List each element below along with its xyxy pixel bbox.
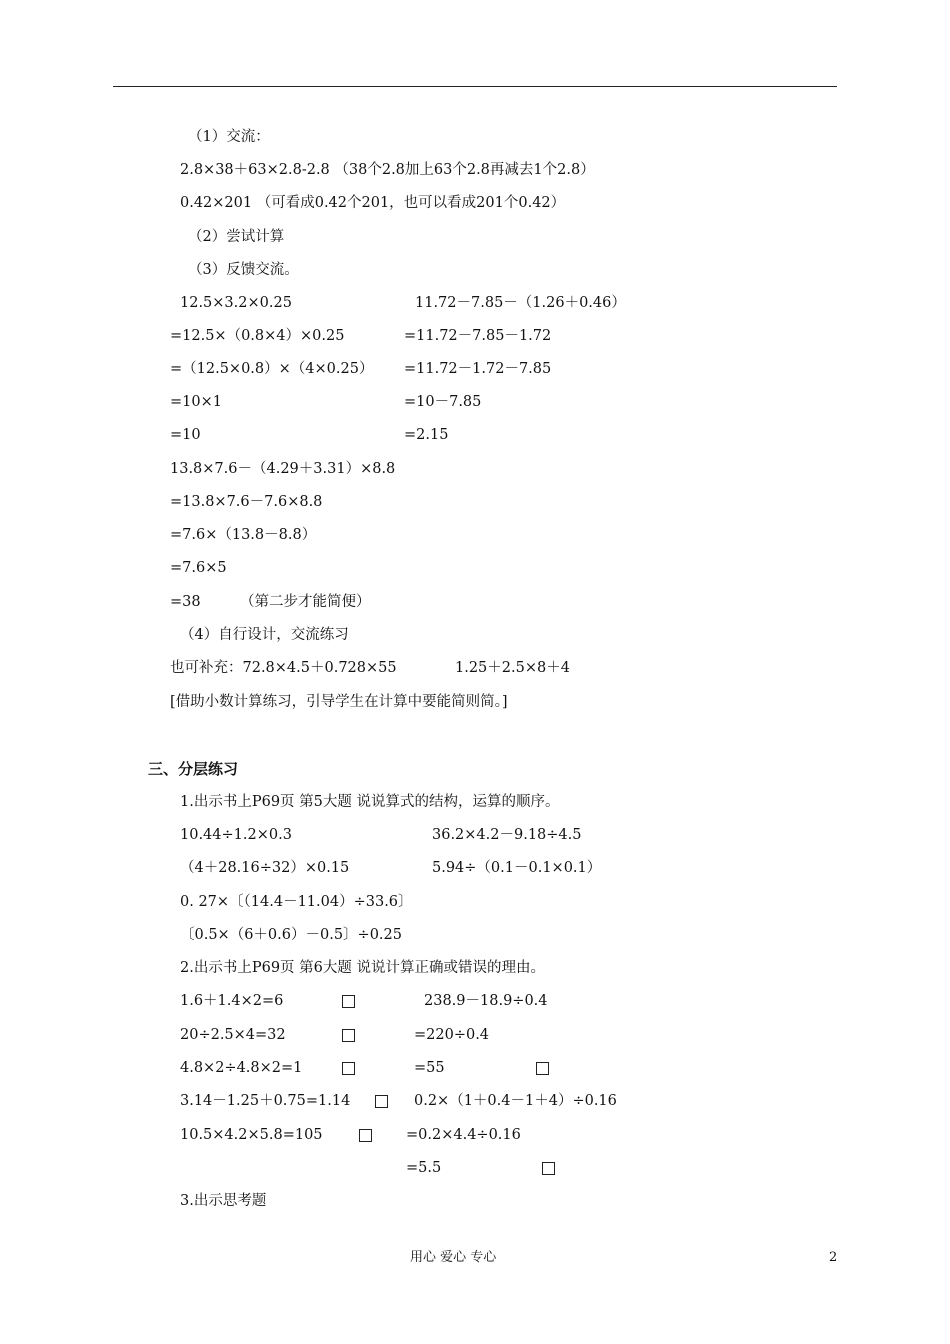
header-rule (113, 86, 837, 87)
text-line: 1.25＋2.5×8＋4 (455, 660, 570, 676)
text-line: 12.5×3.2×0.25 (180, 295, 292, 311)
text-line: 0.2×（1＋0.4－1＋4）÷0.16 (414, 1093, 617, 1109)
text-line: （4）自行设计，交流练习 (180, 627, 349, 643)
text-line: [借助小数计算练习，引导学生在计算中要能简则简。] (170, 694, 508, 710)
text-line: 也可补充：72.8×4.5＋0.728×55 (170, 660, 397, 676)
text-line: =13.8×7.6－7.6×8.8 (170, 494, 323, 510)
text-line: =10 (170, 427, 201, 443)
text-line: =11.72－1.72－7.85 (404, 361, 552, 377)
text-line: =12.5×（0.8×4）×0.25 (170, 328, 345, 344)
text-line: 0. 27×〔（14.4－11.04）÷33.6〕 (180, 894, 413, 910)
answer-checkbox (536, 1062, 549, 1075)
text-line: 238.9－18.9÷0.4 (424, 993, 548, 1009)
text-line: （4＋28.16÷32）×0.15 (180, 860, 350, 876)
text-line: 10.5×4.2×5.8=105 (180, 1127, 323, 1143)
text-line: 3.14－1.25＋0.75=1.14 (180, 1093, 351, 1109)
text-line: 2.出示书上P69页 第6大题 说说计算正确或错误的理由。 (180, 960, 545, 976)
text-line: 〔0.5×（6＋0.6）－0.5〕÷0.25 (180, 927, 402, 943)
text-line: 20÷2.5×4=32 (180, 1027, 286, 1043)
text-line: =10－7.85 (404, 394, 482, 410)
answer-checkbox (342, 1062, 355, 1075)
answer-checkbox (342, 995, 355, 1008)
text-line: =11.72－7.85－1.72 (404, 328, 552, 344)
text-line: （2）尝试计算 (188, 229, 285, 245)
text-line: =0.2×4.4÷0.16 (406, 1127, 521, 1143)
text-line: =（12.5×0.8）×（4×0.25） (170, 361, 374, 377)
text-line: =38 (170, 594, 201, 610)
text-line: =55 (414, 1060, 445, 1076)
text-line: 13.8×7.6－（4.29＋3.31）×8.8 (170, 461, 396, 477)
text-line: 36.2×4.2－9.18÷4.5 (432, 827, 582, 843)
answer-checkbox (359, 1129, 372, 1142)
text-line: 1.出示书上P69页 第5大题 说说算式的结构，运算的顺序。 (180, 794, 560, 810)
text-line: 4.8×2÷4.8×2=1 (180, 1060, 303, 1076)
text-line: 3.出示思考题 (180, 1193, 267, 1209)
text-line: 2.8×38＋63×2.8-2.8 （38个2.8加上63个2.8再减去1个2.8） (180, 162, 595, 178)
footer-motto: 用心 爱心 专心 (410, 1250, 497, 1265)
text-line: =2.15 (404, 427, 449, 443)
section-heading: 三、分层练习 (148, 760, 239, 778)
text-line: =7.6×（13.8－8.8） (170, 527, 317, 543)
text-line: =220÷0.4 (414, 1027, 490, 1043)
text-line: （第二步才能简便） (240, 594, 371, 610)
text-line: =7.6×5 (170, 560, 227, 576)
text-line: =5.5 (406, 1160, 442, 1176)
text-line: 5.94÷（0.1－0.1×0.1） (432, 860, 602, 876)
text-line: 0.42×201 （可看成0.42个201，也可以看成201个0.42） (180, 195, 566, 211)
answer-checkbox (542, 1162, 555, 1175)
page-number: 2 (829, 1250, 838, 1265)
text-line: （1）交流： (188, 129, 270, 145)
text-line: =10×1 (170, 394, 222, 410)
answer-checkbox (342, 1029, 355, 1042)
text-line: （3）反馈交流。 (188, 262, 299, 278)
text-line: 10.44÷1.2×0.3 (180, 827, 292, 843)
answer-checkbox (375, 1095, 388, 1108)
text-line: 11.72－7.85－（1.26＋0.46） (415, 295, 626, 311)
text-line: 1.6＋1.4×2=6 (180, 993, 284, 1009)
